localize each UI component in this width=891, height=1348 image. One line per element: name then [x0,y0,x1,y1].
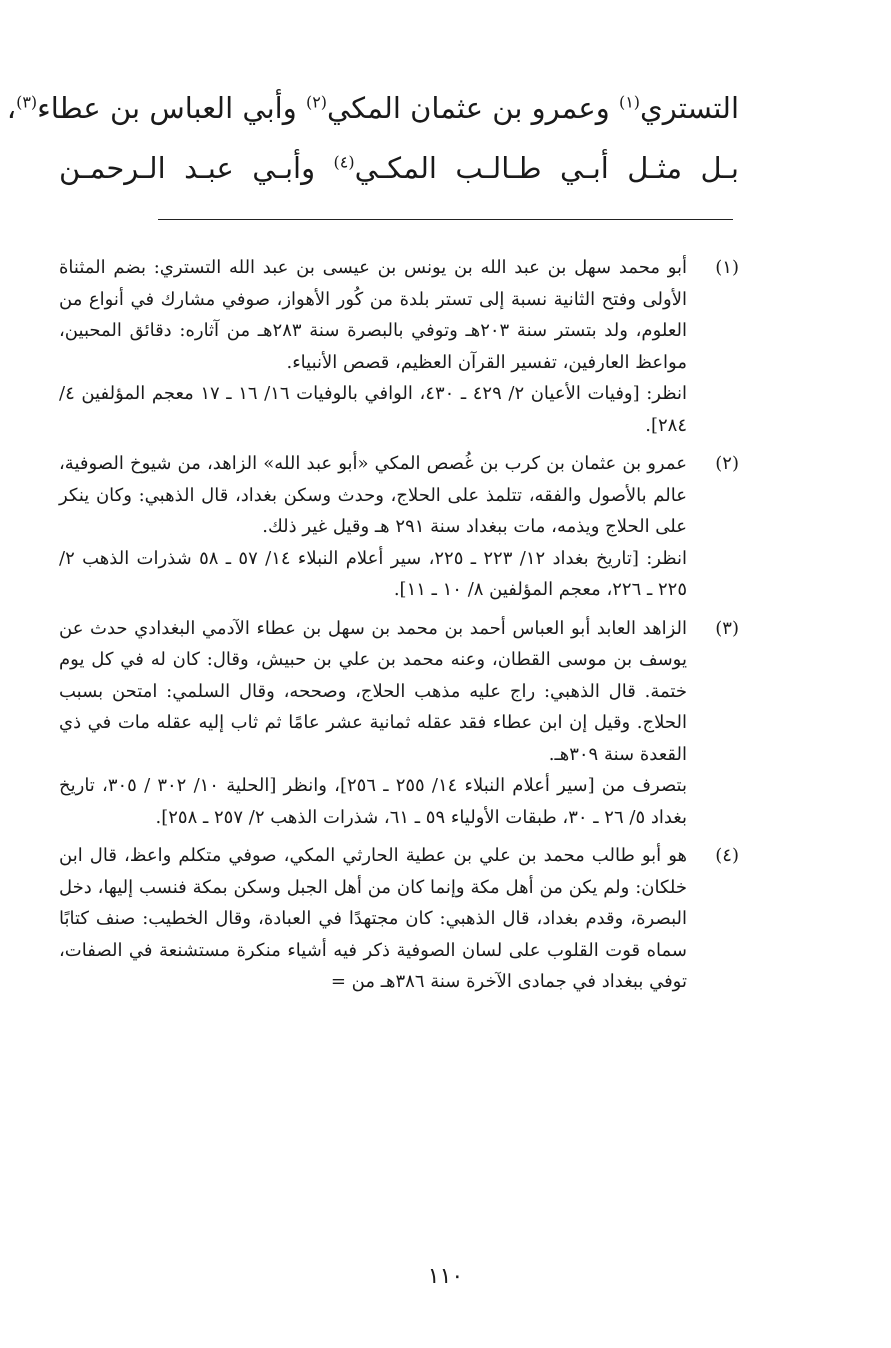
footnote-number: (٣) [715,617,739,639]
footnote-number: (٤) [715,845,739,866]
footnote-paragraph: أبو محمد سهل بن عبد الله بن يونس بن عيسى بن عبد الله التستري: بضم المثناة الأولى وفتح الثانية نسبة إلى تستر بلدة من كُور الأهواز، صوفي مشارك في أنواع من العلوم، ولد بتستر سنة ٢٠٣هـ وتوفي بالبصرة سنة ٢٨٣هـ من آثاره: دقائق المحبين، مواعظ العارفين، تفسير القرآن العظيم، قصص الأنبياء. [59,257,688,373]
footnote-references: بتصرف من [سير أعلام النبلاء ١٤/ ٢٥٥ ـ ٢٥٦]، وانظر [الحلية ١٠/ ٣٠٢ / ٣٠٥، تاريخ بغداد ٥/ ٢٦ ـ ٣٠، طبقات الأولياء ٥٩ ـ ٦١، شذرات الذهب ٢/ ٢٥٧ ـ ٢٥٨]. [59,775,687,828]
footnote-references: انظر: [وفيات الأعيان ٢/ ٤٢٩ ـ ٤٣٠، الوافي بالوفيات ١٦/ ١٦ ـ ١٧ معجم المؤلفين ٤/ ٢٨٤]. [59,383,688,436]
main-text-segment: وأبي العباس بن عطاء [37,91,306,125]
footnote-ref-1[interactable]: (١) [618,92,641,112]
main-text [6,78,739,198]
main-text-segment: بـل مثـل أبـي طـالـب المكـي [354,151,739,185]
footnotes [59,252,739,1005]
main-text-segment: ، [6,91,17,125]
footnote-4 [59,840,739,998]
footnote-1 [59,252,739,441]
footnote-2 [59,448,739,606]
footnote-body [59,840,687,998]
footnote-ref-4[interactable]: (٤) [333,152,355,172]
footnote-body [59,613,687,834]
footnote-separator [158,219,733,220]
main-text-segment: التستري [640,91,739,125]
footnote-paragraph: هو أبو طالب محمد بن علي بن عطية الحارثي المكي، صوفي متكلم واعظ، قال ابن خلكان: ولم يكن من أهل مكة وإنما كان من أهل الجبل وسكن بمكة فنسب إليها، دخل البصرة، وقدم بغداد، قال الذهبي: كان مجتهدًا في العبادة، وقال الخطيب: صنف كتابًا سماه قوت القلوب على لسان الصوفية ذكر فيه أشياء منكرة مستشنعة في الصفات، توفي ببغداد في جمادى الآخرة سنة ٣٨٦هـ من = [59,845,687,992]
main-text-segment: وأبـي عبـد الـرحمـن [59,151,334,185]
footnote-3 [59,613,739,834]
footnote-paragraph: الزاهد العابد أبو العباس أحمد بن محمد بن سهل بن عطاء الآدمي البغدادي حدث عن يوسف بن موسى القطان، وعنه محمد بن علي بن حبيش، وقال: كان له في كل يوم ختمة. قال الذهبي: راج عليه مذهب الحلاج، وصححه، وقال السلمي: امتحن بسبب الحلاج. وقيل إن ابن عطاء فقد عقله ثمانية عشر عامًا ثم ثاب إليه عقله مات في ذي القعدة سنة ٣٠٩هـ. [59,617,687,765]
footnote-references: انظر: [تاريخ بغداد ١٢/ ٢٢٣ ـ ٢٢٥، سير أعلام النبلاء ١٤/ ٥٧ ـ ٥٨ شذرات الذهب ٢/ ٢٢٥ ـ ٢٢٦، معجم المؤلفين ٨/ ١٠ ـ ١١]. [59,547,688,600]
main-text-line-1 [6,78,739,138]
main-text-line-2 [59,138,739,198]
main-text-segment: وعمرو بن عثمان المكي [327,91,619,125]
footnote-paragraph: عمرو بن عثمان بن كرب بن غُصص المكي «أبو عبد الله» الزاهد، من شيوخ الصوفية، عالم بالأصول والفقه، تتلمذ على الحلاج، وحدث وسكن بغداد، قال الذهبي: وكان ينكر على الحلاج ويذمه، مات ببغداد سنة ٢٩١ هـ وقيل غير ذلك. [59,453,687,537]
footnote-body [59,448,687,606]
footnote-number: (٢) [715,453,739,474]
footnote-number: (١) [715,257,739,278]
page-number: ١١٠ [427,1264,464,1289]
footnote-ref-2[interactable]: (٢) [305,92,328,112]
footnote-body [59,252,687,441]
footnote-ref-3[interactable]: (٣) [16,92,38,112]
